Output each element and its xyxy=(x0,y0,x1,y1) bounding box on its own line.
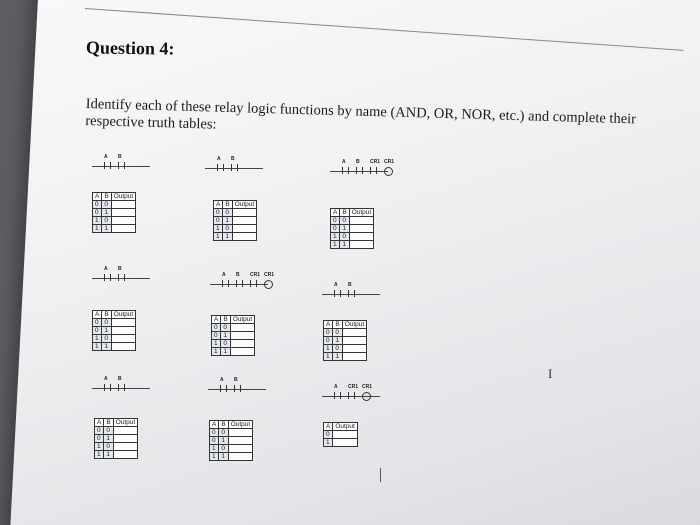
input-cell: 1 xyxy=(324,439,333,447)
input-cell: 1 xyxy=(223,233,232,241)
relay-contact-icon xyxy=(104,384,111,391)
table-header: B xyxy=(102,311,111,319)
input-cell: 0 xyxy=(331,217,340,225)
input-cell: 1 xyxy=(340,225,349,233)
ladder-label: A xyxy=(104,154,108,160)
ladder-label: CR1 xyxy=(384,159,395,165)
input-cell: 0 xyxy=(333,345,342,353)
instructions-text: Identify each of these relay logic functions by name (AND, OR, NOR, etc.) and complete their respective truth tables: xyxy=(85,96,637,133)
ladder-label: A xyxy=(104,376,108,382)
relay-contact-icon xyxy=(334,392,341,399)
output-cell[interactable] xyxy=(232,225,257,233)
output-cell[interactable] xyxy=(111,217,136,225)
relay-contact-icon xyxy=(342,167,349,174)
input-cell: 0 xyxy=(324,337,333,345)
input-cell: 0 xyxy=(219,445,228,453)
ladder-label: A xyxy=(220,377,224,383)
input-cell: 1 xyxy=(331,233,340,241)
output-cell[interactable] xyxy=(113,435,138,443)
table-row xyxy=(331,241,374,249)
input-cell: 1 xyxy=(95,443,104,451)
table-header: Output xyxy=(333,423,358,431)
input-cell: 1 xyxy=(95,451,104,459)
table-header: A xyxy=(324,321,333,329)
table-row xyxy=(93,201,136,209)
table-row xyxy=(331,225,374,233)
ladder-label: A xyxy=(334,282,338,288)
output-cell[interactable] xyxy=(111,225,136,233)
relay-contact-icon xyxy=(222,280,229,287)
table-row xyxy=(93,217,136,225)
relay-contact-icon xyxy=(250,280,257,287)
ladder-label: B xyxy=(118,266,122,272)
ladder-label: B xyxy=(348,282,352,288)
output-cell[interactable] xyxy=(230,348,255,356)
table-row xyxy=(210,453,253,461)
ladder-label: B xyxy=(234,377,238,383)
output-cell[interactable] xyxy=(349,241,374,249)
input-cell: 1 xyxy=(212,340,221,348)
input-cell: 0 xyxy=(102,217,111,225)
input-cell: 1 xyxy=(221,332,230,340)
ladder-label: A xyxy=(342,159,346,165)
text-cursor-icon: I xyxy=(548,366,553,381)
input-cell: 0 xyxy=(223,225,232,233)
truth-table xyxy=(330,208,374,249)
output-cell[interactable] xyxy=(113,443,138,451)
input-cell: 1 xyxy=(324,345,333,353)
relay-contact-icon xyxy=(236,280,243,287)
input-cell: 1 xyxy=(102,343,111,351)
table-header: Output xyxy=(349,209,374,217)
input-cell: 0 xyxy=(214,209,223,217)
relay-coil-icon xyxy=(384,167,393,176)
table-header: Output xyxy=(232,201,257,209)
input-cell: 1 xyxy=(331,241,340,249)
table-row xyxy=(214,225,257,233)
table-header: Output xyxy=(228,421,253,429)
truth-table xyxy=(323,422,358,447)
input-cell: 1 xyxy=(219,437,228,445)
table-header: B xyxy=(221,316,230,324)
table-row xyxy=(93,225,136,233)
output-cell[interactable] xyxy=(333,439,358,447)
input-cell: 0 xyxy=(212,324,221,332)
table-header: Output xyxy=(342,321,367,329)
input-cell: 0 xyxy=(93,327,102,335)
table-row xyxy=(93,209,136,217)
ladder-label: B xyxy=(118,154,122,160)
ladder-label: CR1 xyxy=(250,272,261,278)
relay-contact-icon xyxy=(334,290,341,297)
output-cell[interactable] xyxy=(230,340,255,348)
input-cell: 0 xyxy=(324,329,333,337)
ladder-label: CR1 xyxy=(348,384,359,390)
table-row xyxy=(93,327,136,335)
output-cell[interactable] xyxy=(232,217,257,225)
table-header: A xyxy=(93,193,102,201)
table-header: A xyxy=(95,419,104,427)
table-row xyxy=(95,435,138,443)
input-cell: 1 xyxy=(210,445,219,453)
truth-table xyxy=(94,418,138,459)
ladder-label: A xyxy=(222,272,226,278)
table-header: Output xyxy=(111,193,136,201)
ladder-label: B xyxy=(356,159,360,165)
table-row xyxy=(95,443,138,451)
table-header: B xyxy=(223,201,232,209)
table-header: A xyxy=(212,316,221,324)
stray-pen-mark xyxy=(380,468,381,482)
table-row xyxy=(331,217,374,225)
output-cell[interactable] xyxy=(342,337,367,345)
relay-coil-icon xyxy=(264,280,273,289)
table-header: A xyxy=(331,209,340,217)
table-row xyxy=(93,319,136,327)
table-header: A xyxy=(324,423,333,431)
table-header: A xyxy=(93,311,102,319)
output-cell[interactable] xyxy=(111,319,136,327)
truth-table xyxy=(92,192,136,233)
table-row xyxy=(212,324,255,332)
relay-contact-icon xyxy=(118,384,125,391)
input-cell: 0 xyxy=(221,324,230,332)
output-cell[interactable] xyxy=(333,431,358,439)
output-cell[interactable] xyxy=(228,445,253,453)
table-row xyxy=(210,437,253,445)
input-cell: 1 xyxy=(102,209,111,217)
relay-contact-icon xyxy=(104,274,111,281)
ladder-label: B xyxy=(118,376,122,382)
table-header: A xyxy=(214,201,223,209)
input-cell: 0 xyxy=(212,332,221,340)
input-cell: 1 xyxy=(93,335,102,343)
relay-contact-icon xyxy=(217,164,224,171)
ladder-label: A xyxy=(104,266,108,272)
ladder-label: CR1 xyxy=(264,272,275,278)
input-cell: 1 xyxy=(102,225,111,233)
input-cell: 0 xyxy=(333,329,342,337)
table-header: B xyxy=(102,193,111,201)
output-cell[interactable] xyxy=(111,343,136,351)
input-cell: 1 xyxy=(324,353,333,361)
ladder-label: A xyxy=(217,156,221,162)
output-cell[interactable] xyxy=(111,335,136,343)
table-row xyxy=(331,233,374,241)
input-cell: 1 xyxy=(219,453,228,461)
relay-contact-icon xyxy=(348,290,355,297)
relay-contact-icon xyxy=(104,162,111,169)
output-cell[interactable] xyxy=(342,353,367,361)
input-cell: 0 xyxy=(223,209,232,217)
input-cell: 0 xyxy=(221,340,230,348)
input-cell: 1 xyxy=(104,435,113,443)
table-row xyxy=(214,233,257,241)
input-cell: 1 xyxy=(102,327,111,335)
input-cell: 1 xyxy=(214,225,223,233)
output-cell[interactable] xyxy=(113,451,138,459)
ladder-label: CR1 xyxy=(362,384,373,390)
input-cell: 0 xyxy=(219,429,228,437)
input-cell: 1 xyxy=(223,217,232,225)
relay-contact-icon xyxy=(118,162,125,169)
truth-table xyxy=(209,420,253,461)
table-row xyxy=(212,340,255,348)
table-row xyxy=(93,343,136,351)
ladder-label: A xyxy=(334,384,338,390)
output-cell[interactable] xyxy=(232,209,257,217)
table-row xyxy=(210,429,253,437)
relay-contact-icon xyxy=(356,167,363,174)
input-cell: 1 xyxy=(104,451,113,459)
table-row xyxy=(95,451,138,459)
table-header: Output xyxy=(113,419,138,427)
input-cell: 0 xyxy=(324,431,333,439)
table-header: A xyxy=(210,421,219,429)
input-cell: 0 xyxy=(93,319,102,327)
truth-table xyxy=(211,315,255,356)
table-row xyxy=(214,209,257,217)
ladder-label: B xyxy=(236,272,240,278)
truth-table xyxy=(323,320,367,361)
table-row xyxy=(324,329,367,337)
table-header: Output xyxy=(111,311,136,319)
input-cell: 0 xyxy=(102,201,111,209)
table-row xyxy=(93,335,136,343)
table-row xyxy=(212,332,255,340)
input-cell: 0 xyxy=(210,437,219,445)
relay-coil-icon xyxy=(362,392,371,401)
input-cell: 0 xyxy=(93,201,102,209)
input-cell: 1 xyxy=(210,453,219,461)
input-cell: 0 xyxy=(340,217,349,225)
table-row xyxy=(324,431,358,439)
relay-contact-icon xyxy=(231,164,238,171)
output-cell[interactable] xyxy=(111,209,136,217)
output-cell[interactable] xyxy=(230,324,255,332)
input-cell: 0 xyxy=(95,427,104,435)
input-cell: 1 xyxy=(333,337,342,345)
input-cell: 0 xyxy=(102,335,111,343)
input-cell: 0 xyxy=(104,427,113,435)
relay-contact-icon xyxy=(370,167,377,174)
output-cell[interactable] xyxy=(228,437,253,445)
table-row xyxy=(210,445,253,453)
input-cell: 0 xyxy=(210,429,219,437)
table-row xyxy=(95,427,138,435)
relay-contact-icon xyxy=(118,274,125,281)
relay-contact-icon xyxy=(234,385,241,392)
table-row xyxy=(324,439,358,447)
table-header: B xyxy=(104,419,113,427)
input-cell: 1 xyxy=(214,233,223,241)
relay-contact-icon xyxy=(220,385,227,392)
output-cell[interactable] xyxy=(232,233,257,241)
output-cell[interactable] xyxy=(349,217,374,225)
table-row xyxy=(214,217,257,225)
table-row xyxy=(324,337,367,345)
ladder-label: B xyxy=(231,156,235,162)
table-header: B xyxy=(340,209,349,217)
input-cell: 1 xyxy=(212,348,221,356)
output-cell[interactable] xyxy=(342,329,367,337)
truth-table xyxy=(213,200,257,241)
input-cell: 0 xyxy=(93,209,102,217)
output-cell[interactable] xyxy=(228,429,253,437)
table-header: B xyxy=(333,321,342,329)
input-cell: 1 xyxy=(93,217,102,225)
input-cell: 0 xyxy=(340,233,349,241)
output-cell[interactable] xyxy=(342,345,367,353)
output-cell[interactable] xyxy=(113,427,138,435)
table-header: Output xyxy=(230,316,255,324)
input-cell: 0 xyxy=(95,435,104,443)
input-cell: 0 xyxy=(104,443,113,451)
input-cell: 1 xyxy=(333,353,342,361)
table-row xyxy=(324,345,367,353)
output-cell[interactable] xyxy=(111,201,136,209)
input-cell: 0 xyxy=(331,225,340,233)
output-cell[interactable] xyxy=(230,332,255,340)
input-cell: 0 xyxy=(102,319,111,327)
ladder-label: CR1 xyxy=(370,159,381,165)
relay-contact-icon xyxy=(348,392,355,399)
input-cell: 1 xyxy=(221,348,230,356)
output-cell[interactable] xyxy=(349,225,374,233)
output-cell[interactable] xyxy=(349,233,374,241)
question-title: Question 4: xyxy=(85,37,175,59)
input-cell: 1 xyxy=(93,225,102,233)
table-row xyxy=(212,348,255,356)
table-row xyxy=(324,353,367,361)
input-cell: 0 xyxy=(214,217,223,225)
output-cell[interactable] xyxy=(111,327,136,335)
input-cell: 1 xyxy=(340,241,349,249)
input-cell: 1 xyxy=(93,343,102,351)
output-cell[interactable] xyxy=(228,453,253,461)
table-header: B xyxy=(219,421,228,429)
truth-table xyxy=(92,310,136,351)
